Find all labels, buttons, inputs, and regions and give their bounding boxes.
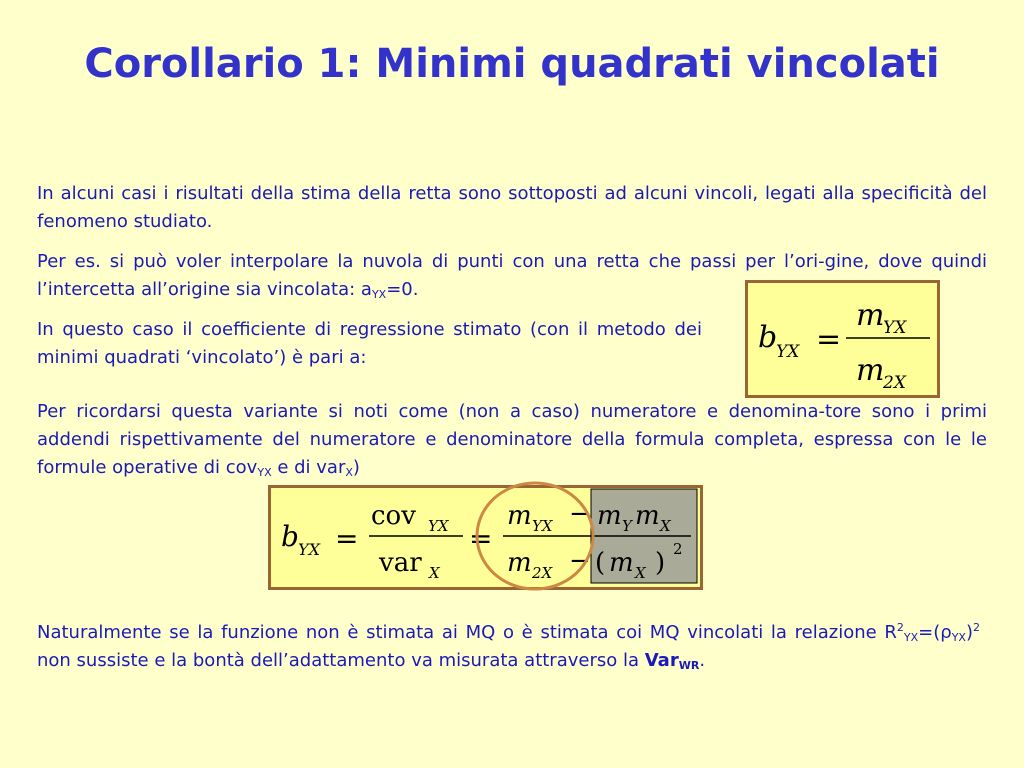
formula1-b-sub: YX [776, 342, 800, 362]
formula1-num-sub: YX [883, 318, 907, 338]
intro-text: In alcuni casi i risultati della stima della retta sono sottoposti ad alcuni vincoli, legati alla specificità del fenomeno studiato. [37, 183, 987, 232]
formula2-minus-1: − [569, 499, 591, 529]
formula2-n1-m: m [507, 501, 532, 531]
formula2-cov-sub: YX [428, 517, 449, 535]
formula2-d1-sub: 2X [532, 564, 553, 582]
formula1-b: b [758, 320, 778, 355]
example-text: Per es. si può voler interpolare la nuvola di punti con una retta che passi per l’ori-gine, dove quindi l’intercetta all’origine sia vincolata: $a_{YX}=0$. [37, 251, 987, 301]
formula2-d1-m: m [507, 548, 532, 578]
paragraph-constrained [37, 316, 702, 372]
paragraph-reminder [37, 398, 987, 482]
formula-constrained [748, 283, 937, 395]
formula2-minus-2: − [569, 546, 591, 576]
formula2-equals-2: = [469, 522, 493, 555]
formula2-b: b [281, 520, 299, 553]
formula1-equals: = [816, 322, 842, 357]
formula2-paren-open: ( [595, 548, 606, 578]
slide-title: Corollario 1: Minimi quadrati vincolati [84, 41, 940, 87]
formula1-den-m: m [856, 353, 885, 388]
formula2-n2a-m: m [597, 501, 622, 531]
paragraph-intro [37, 180, 987, 236]
formula2-n2b-m: m [635, 501, 660, 531]
formula1-den-sub: 2X [883, 373, 906, 393]
formula-constrained-box [745, 280, 940, 398]
formula2-var-sub: X [429, 564, 440, 582]
constrained-text: In questo caso il coefficiente di regressione stimato (con il metodo dei minimi quadrati ‘vincolato’) è pari a: [37, 319, 702, 368]
formula2-d2-sub: X [635, 564, 646, 582]
formula2-b-sub: YX [298, 540, 320, 559]
formula1-num-m: m [856, 298, 885, 333]
formula2-cov: cov [371, 501, 416, 531]
reminder-text: Per ricordarsi questa variante si noti come (non a caso) numeratore e denomina-tore sono i primi addendi rispettivamente del numeratore e denominatore della formula completa, espressa con le le formule operative di cov$_{YX}$ e di var$_X$) [37, 401, 987, 479]
var-wr-term: Var$_{WR}$ [644, 650, 700, 672]
formula2-d2-m: m [609, 548, 634, 578]
formula2-equals-1: = [335, 522, 359, 555]
formula2-d2-sup: 2 [673, 540, 683, 558]
formula2-var: var [379, 548, 422, 578]
formula2-n2a-sub: Y [622, 517, 632, 535]
conclusion-text: Naturalmente se la funzione non è stimata ai MQ o è stimata coi MQ vincolati la relazione $R^2_{YX}=(\rho_{YX})^2$ non sussiste e la bontà dell’adattamento va misurata attraverso la Var$_{WR}$. [37, 621, 980, 672]
formula2-n1-sub: YX [532, 517, 553, 535]
formula2-n2b-sub: X [660, 517, 671, 535]
highlight-circle [470, 480, 600, 592]
formula2-paren-close: ) [655, 548, 666, 578]
paragraph-conclusion [37, 619, 980, 675]
